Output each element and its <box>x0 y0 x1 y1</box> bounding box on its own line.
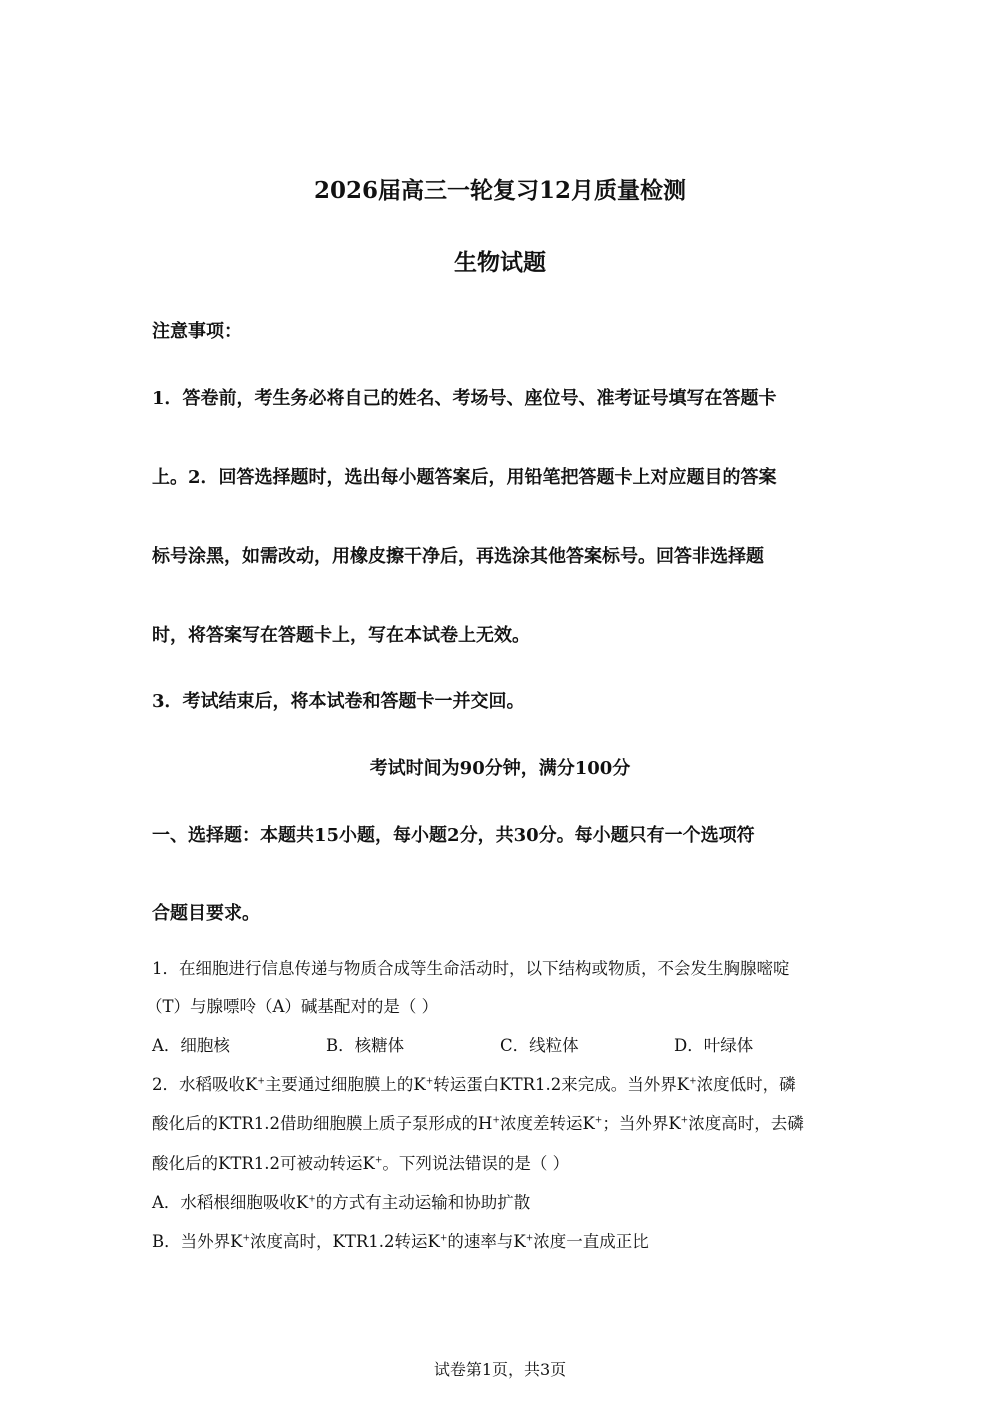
notice-heading: 注意事项： <box>152 321 242 342</box>
question-2-stem-end: 酸化后的KTR1.2可被动转运K+。下列说法错误的是（ ） <box>152 1154 570 1173</box>
option-a: A．细胞核 <box>152 1036 230 1055</box>
exam-subject: 生物试题 <box>454 249 546 276</box>
option-d: D．叶绿体 <box>674 1036 754 1055</box>
question-2-stem: 2．水稻吸收K+主要通过细胞膜上的K+转运蛋白KTR1.2来完成。当外界K+浓度低时，磷 <box>152 1075 796 1094</box>
notice-line: 3．考试结束后，将本试卷和答题卡一并交回。 <box>152 691 525 712</box>
question-1-stem-cont: （T）与腺嘌呤（A）碱基配对的是（ ） <box>146 997 439 1016</box>
page-footer: 试卷第1页，共3页 <box>433 1360 567 1379</box>
question-1-options <box>152 1032 852 1054</box>
notice-line: 上。2．回答选择题时，选出每小题答案后，用铅笔把答题卡上对应题目的答案 <box>152 467 777 488</box>
section-heading-cont: 合题目要求。 <box>152 903 260 924</box>
section-heading: 一、选择题：本题共15小题，每小题2分，共30分。每小题只有一个选项符 <box>152 825 755 846</box>
notice-line: 1．答卷前，考生务必将自己的姓名、考场号、座位号、准考证号填写在答题卡 <box>152 388 777 409</box>
option-b: B．核糖体 <box>326 1036 405 1055</box>
question-2-stem-cont: 酸化后的KTR1.2借助细胞膜上质子泵形成的H+浓度差转运K+；当外界K+浓度高时，去磷 <box>152 1114 804 1133</box>
option-c: C．线粒体 <box>500 1036 579 1055</box>
question-1-stem: 1．在细胞进行信息传递与物质合成等生命活动时，以下结构或物质，不会发生胸腺嘧啶 <box>152 959 790 978</box>
exam-title: 2026届高三一轮复习12月质量检测 <box>313 177 687 204</box>
question-2-option-a: A．水稻根细胞吸收K+的方式有主动运输和协助扩散 <box>152 1193 531 1212</box>
question-2-option-b: B．当外界K+浓度高时，KTR1.2转运K+的速率与K+浓度一直成正比 <box>152 1232 649 1251</box>
notice-line: 时，将答案写在答题卡上，写在本试卷上无效。 <box>152 625 530 646</box>
notice-line: 标号涂黑，如需改动，用橡皮擦干净后，再选涂其他答案标号。回答非选择题 <box>152 546 764 567</box>
exam-time-info: 考试时间为90分钟，满分100分 <box>369 758 631 779</box>
